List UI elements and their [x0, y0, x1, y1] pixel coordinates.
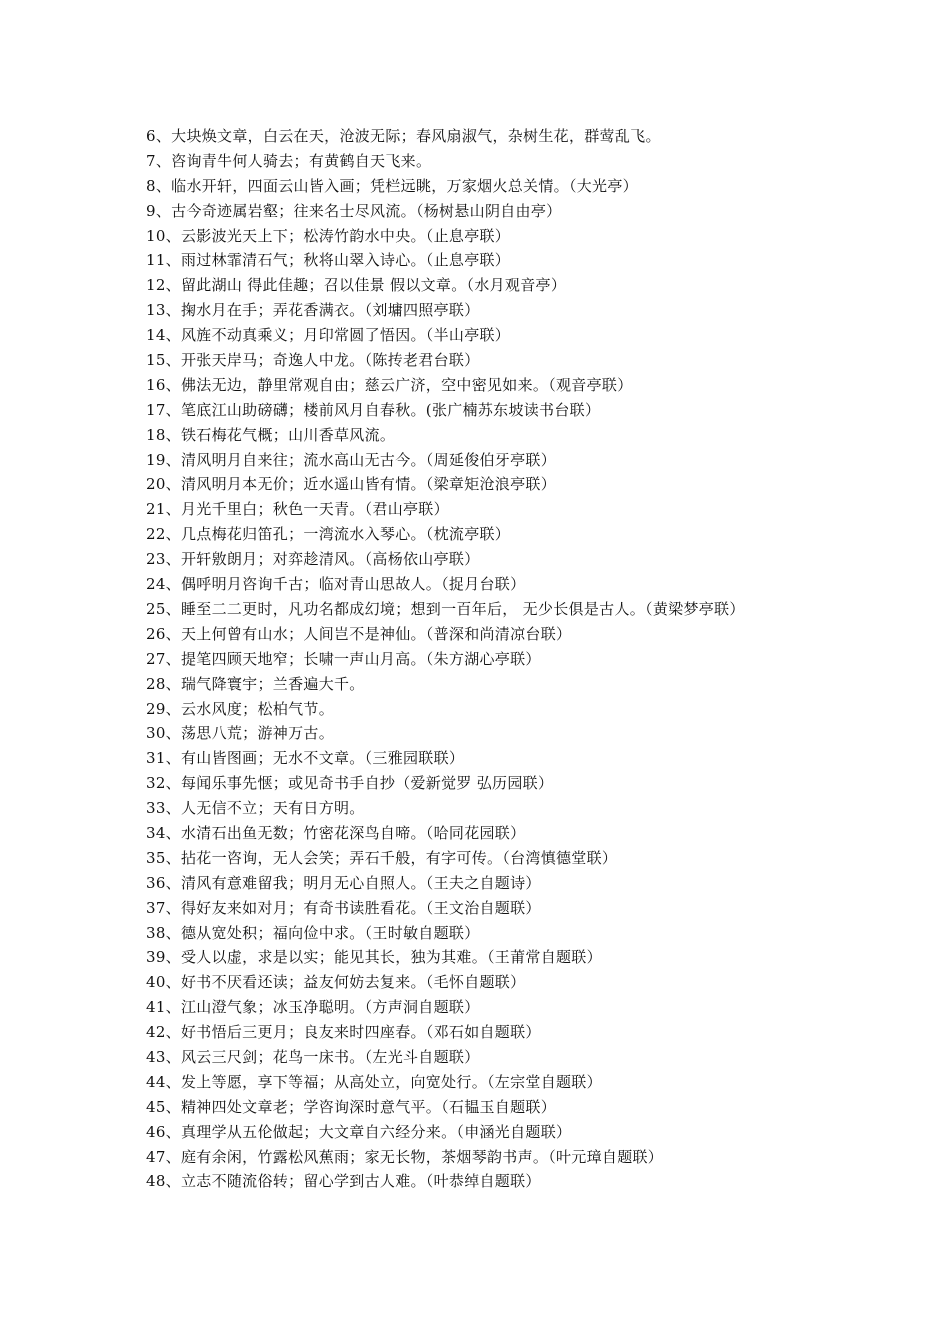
list-item: 23、开轩敫朗月；对弈趁清风。（高杨依山亭联） [146, 550, 480, 569]
list-item: 35、拈花一咨询，无人会笑；弄石千般，有字可传。（台湾慎德堂联） [146, 848, 618, 867]
list-item: 18、铁石梅花气概；山川香草风流。 [146, 425, 396, 444]
list-item: 48、立志不随流俗转；留心学到古人难。（叶恭绰自题联） [146, 1172, 541, 1191]
list-item: 10、云影波光天上下；松涛竹韵水中央。（止息亭联） [146, 226, 511, 245]
list-item: 36、清风有意难留我；明月无心自照人。（王夫之自题诗） [146, 873, 541, 892]
list-item: 16、佛法无边，静里常观自由；慈云广济，空中密见如来。（观音亭联） [146, 375, 633, 394]
list-item: 37、得好友来如对月；有奇书读胜看花。（王文治自题联） [146, 898, 541, 917]
list-item: 22、几点梅花归笛孔；一湾流水入琴心。（枕流亭联） [146, 525, 511, 544]
list-item: 32、每闻乐事先惬；或见奇书手自抄（爱新觉罗 弘历园联） [146, 774, 554, 793]
list-item: 21、月光千里白；秋色一天青。（君山亭联） [146, 500, 449, 519]
list-item: 11、雨过林霏清石气；秋将山翠入诗心。（止息亭联） [146, 251, 511, 270]
list-item: 46、真理学从五伦做起；大文章自六经分来。（申涵光自题联） [146, 1122, 572, 1141]
list-item: 39、受人以虚，求是以实；能见其长，独为其难。（王莆常自题联） [146, 948, 602, 967]
list-item: 45、精神四处文章老；学咨询深时意气平。（石韫玉自题联） [146, 1097, 556, 1116]
list-item: 43、风云三尺剑；花鸟一床书。（左光斗自题联） [146, 1047, 480, 1066]
list-item: 30、荡思八荒；游神万古。 [146, 724, 334, 743]
list-item: 9、古今奇迹属岩壑；往来名士尽风流。（杨树悬山阴自由亭） [146, 201, 562, 220]
list-item: 33、人无信不立；天有日方明。 [146, 799, 365, 818]
list-item: 40、好书不厌看还读；益友何妨去复来。（毛怀自题联） [146, 973, 526, 992]
list-item: 26、天上何曾有山水；人间岂不是神仙。（普深和尚清凉台联） [146, 624, 572, 643]
list-item: 42、好书悟后三更月；良友来时四座春。（邓石如自题联） [146, 1023, 541, 1042]
list-item: 47、庭有余闲，竹露松风蕉雨；家无长物，茶烟琴韵书声。（叶元璋自题联） [146, 1147, 664, 1166]
list-item: 20、清风明月本无价；近水遥山皆有情。（梁章矩沧浪亭联） [146, 475, 556, 494]
list-item: 12、留此湖山 得此佳趣；召以佳景 假以文章。（水月观音亭） [146, 276, 567, 295]
list-item: 19、清风明月自来往；流水高山无古今。（周延俊伯牙亭联） [146, 450, 556, 469]
list-item: 17、笔底江山助磅礴；楼前风月自春秋。(张广楠苏东坡读书台联） [146, 400, 601, 419]
list-item: 24、偶呼明月咨询千古；临对青山思故人。（捉月台联） [146, 575, 526, 594]
list-item: 8、临水开轩，四面云山皆入画；凭栏远眺，万家烟火总关情。（大光亭） [146, 176, 638, 195]
list-item: 27、提笔四顾天地窄；长啸一声山月高。（朱方湖心亭联） [146, 649, 541, 668]
list-item: 14、风旌不动真乘义；月印常圆了悟因。（半山亭联） [146, 326, 511, 345]
list-item: 31、有山皆图画；无水不文章。（三雅园联联） [146, 749, 465, 768]
list-item: 7、咨询青牛何人骑去；有黄鹤自天飞来。 [146, 151, 432, 170]
list-item: 29、云水风度；松柏气节。 [146, 699, 334, 718]
list-item: 25、睡至二二更时，凡功名都成幻境；想到一百年后， 无少长俱是古人。（黄梁梦亭联） [146, 599, 745, 618]
list-item: 34、水清石出鱼无数；竹密花深鸟自啼。（哈同花园联） [146, 823, 526, 842]
list-item: 28、瑞气降寰宇；兰香遍大千。 [146, 674, 365, 693]
list-item: 41、江山澄气象；冰玉净聪明。（方声洞自题联） [146, 998, 480, 1017]
list-item: 44、发上等愿，享下等福；从高处立，向宽处行。（左宗堂自题联） [146, 1072, 602, 1091]
list-item: 13、掬水月在手；弄花香满衣。（刘墉四照亭联） [146, 301, 480, 320]
couplet-list [146, 124, 826, 1194]
list-item: 38、德从宽处积；福向俭中求。（王时敏自题联） [146, 923, 480, 942]
list-item: 15、开张天岸马；奇逸人中龙。（陈抟老君台联） [146, 351, 480, 370]
list-item: 6、大块焕文章，白云在天，沧波无际；春风扇淑气，杂树生花，群莺乱飞。 [146, 127, 661, 145]
